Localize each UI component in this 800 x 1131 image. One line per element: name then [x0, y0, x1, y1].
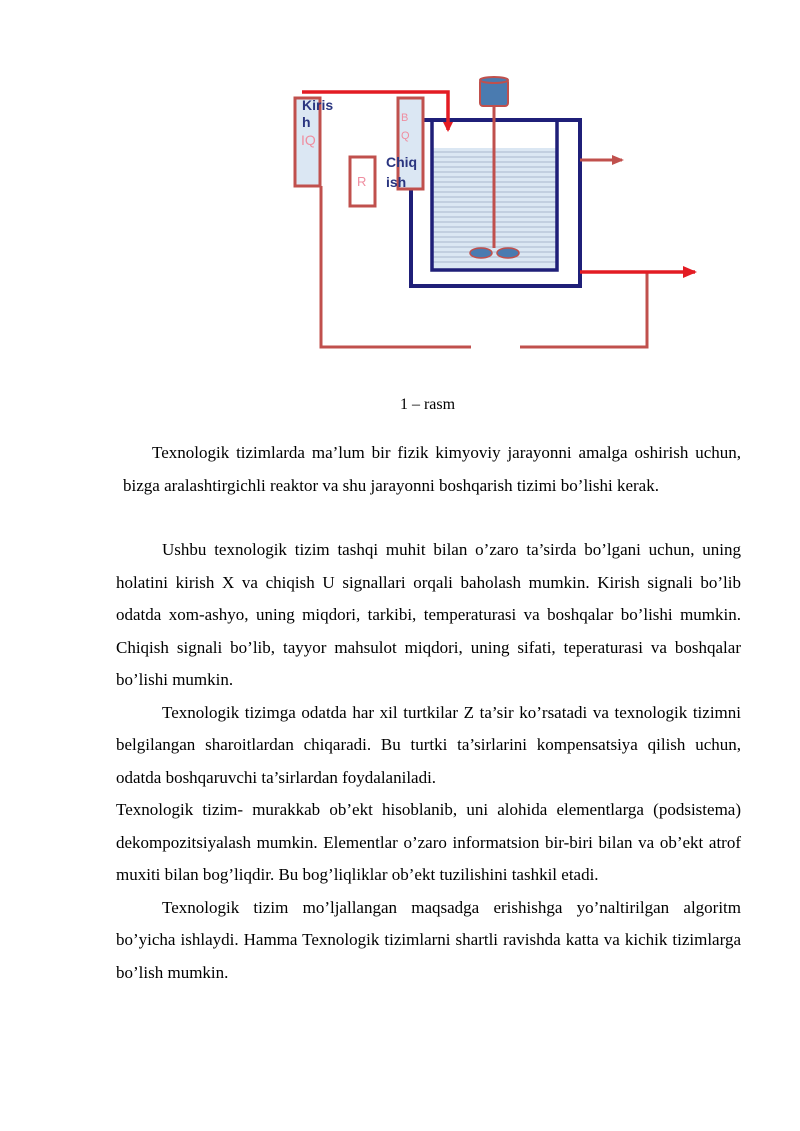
input-sub-label: IQ — [301, 132, 316, 148]
sensor-sub-label: B Q — [401, 112, 410, 142]
paragraph-2: Ushbu texnologik tizim tashqi muhit bilan o’zaro ta’sirda bo’lgani uchun, uning holatini kirish X va chiqish U signallari orqali baholash mumkin. Kirish signali bo’lib odatda xom-ashyo, uning miqdori, tarkibi, temperaturasi va boshqalar bo’lishi mumkin. Chiqish signali bo’lib, tayyor mahsulot miqdori, uning sifati, teperaturasi va boshqalar bo’lishi mumkin. — [116, 540, 741, 689]
stirrer-blade-left — [470, 248, 492, 258]
paragraph-3: Texnologik tizimga odatda har xil turtkilar Z ta’sir ko’rsatadi va texnologik tizimni belgilangan sharoitlardan chiqaradi. Bu turtki ta’sirlarini kompensatsiya qilish uchun, odatda boshqaruvchi ta’sirlardan foydalaniladi. — [116, 702, 741, 787]
body-paragraphs — [116, 534, 741, 989]
intro-paragraph-block — [123, 437, 741, 502]
regulator-label: R — [357, 174, 367, 189]
input-label: Kiris h — [302, 97, 334, 130]
figure-caption: 1 – rasm — [399, 396, 456, 413]
output-label: Chiq ish — [386, 154, 418, 190]
paragraph-5: Texnologik tizim mo’ljallangan maqsadga erishishga yo’naltirilgan algoritm bo’yicha ishlaydi. Hamma Texnologik tizimlarni shartli ravishda katta va kichik tizimlarga bo’lish mumkin. — [116, 897, 741, 982]
paragraph-4: Texnologik tizim- murakkab ob’ekt hisoblanib, uni alohida elementlarga (podsistema) dekompozitsiyalash mumkin. Elementlar o’zaro informatsion bir-biri bilan va ob’ekt atrof muxiti bilan bog’liqdir. Bu bog’liqliklar ob’ekt tuzilishini tashkil etadi. — [116, 800, 741, 884]
stirrer-blade-right — [497, 248, 519, 258]
reactor-diagram — [0, 0, 800, 390]
paragraph-1: Texnologik tizimlarda ma’lum bir fizik kimyoviy jarayonni amalga oshirish uchun, bizga aralashtirgichli reaktor va shu jarayonni boshqarish tizimi bo’lishi kerak. — [123, 443, 741, 495]
